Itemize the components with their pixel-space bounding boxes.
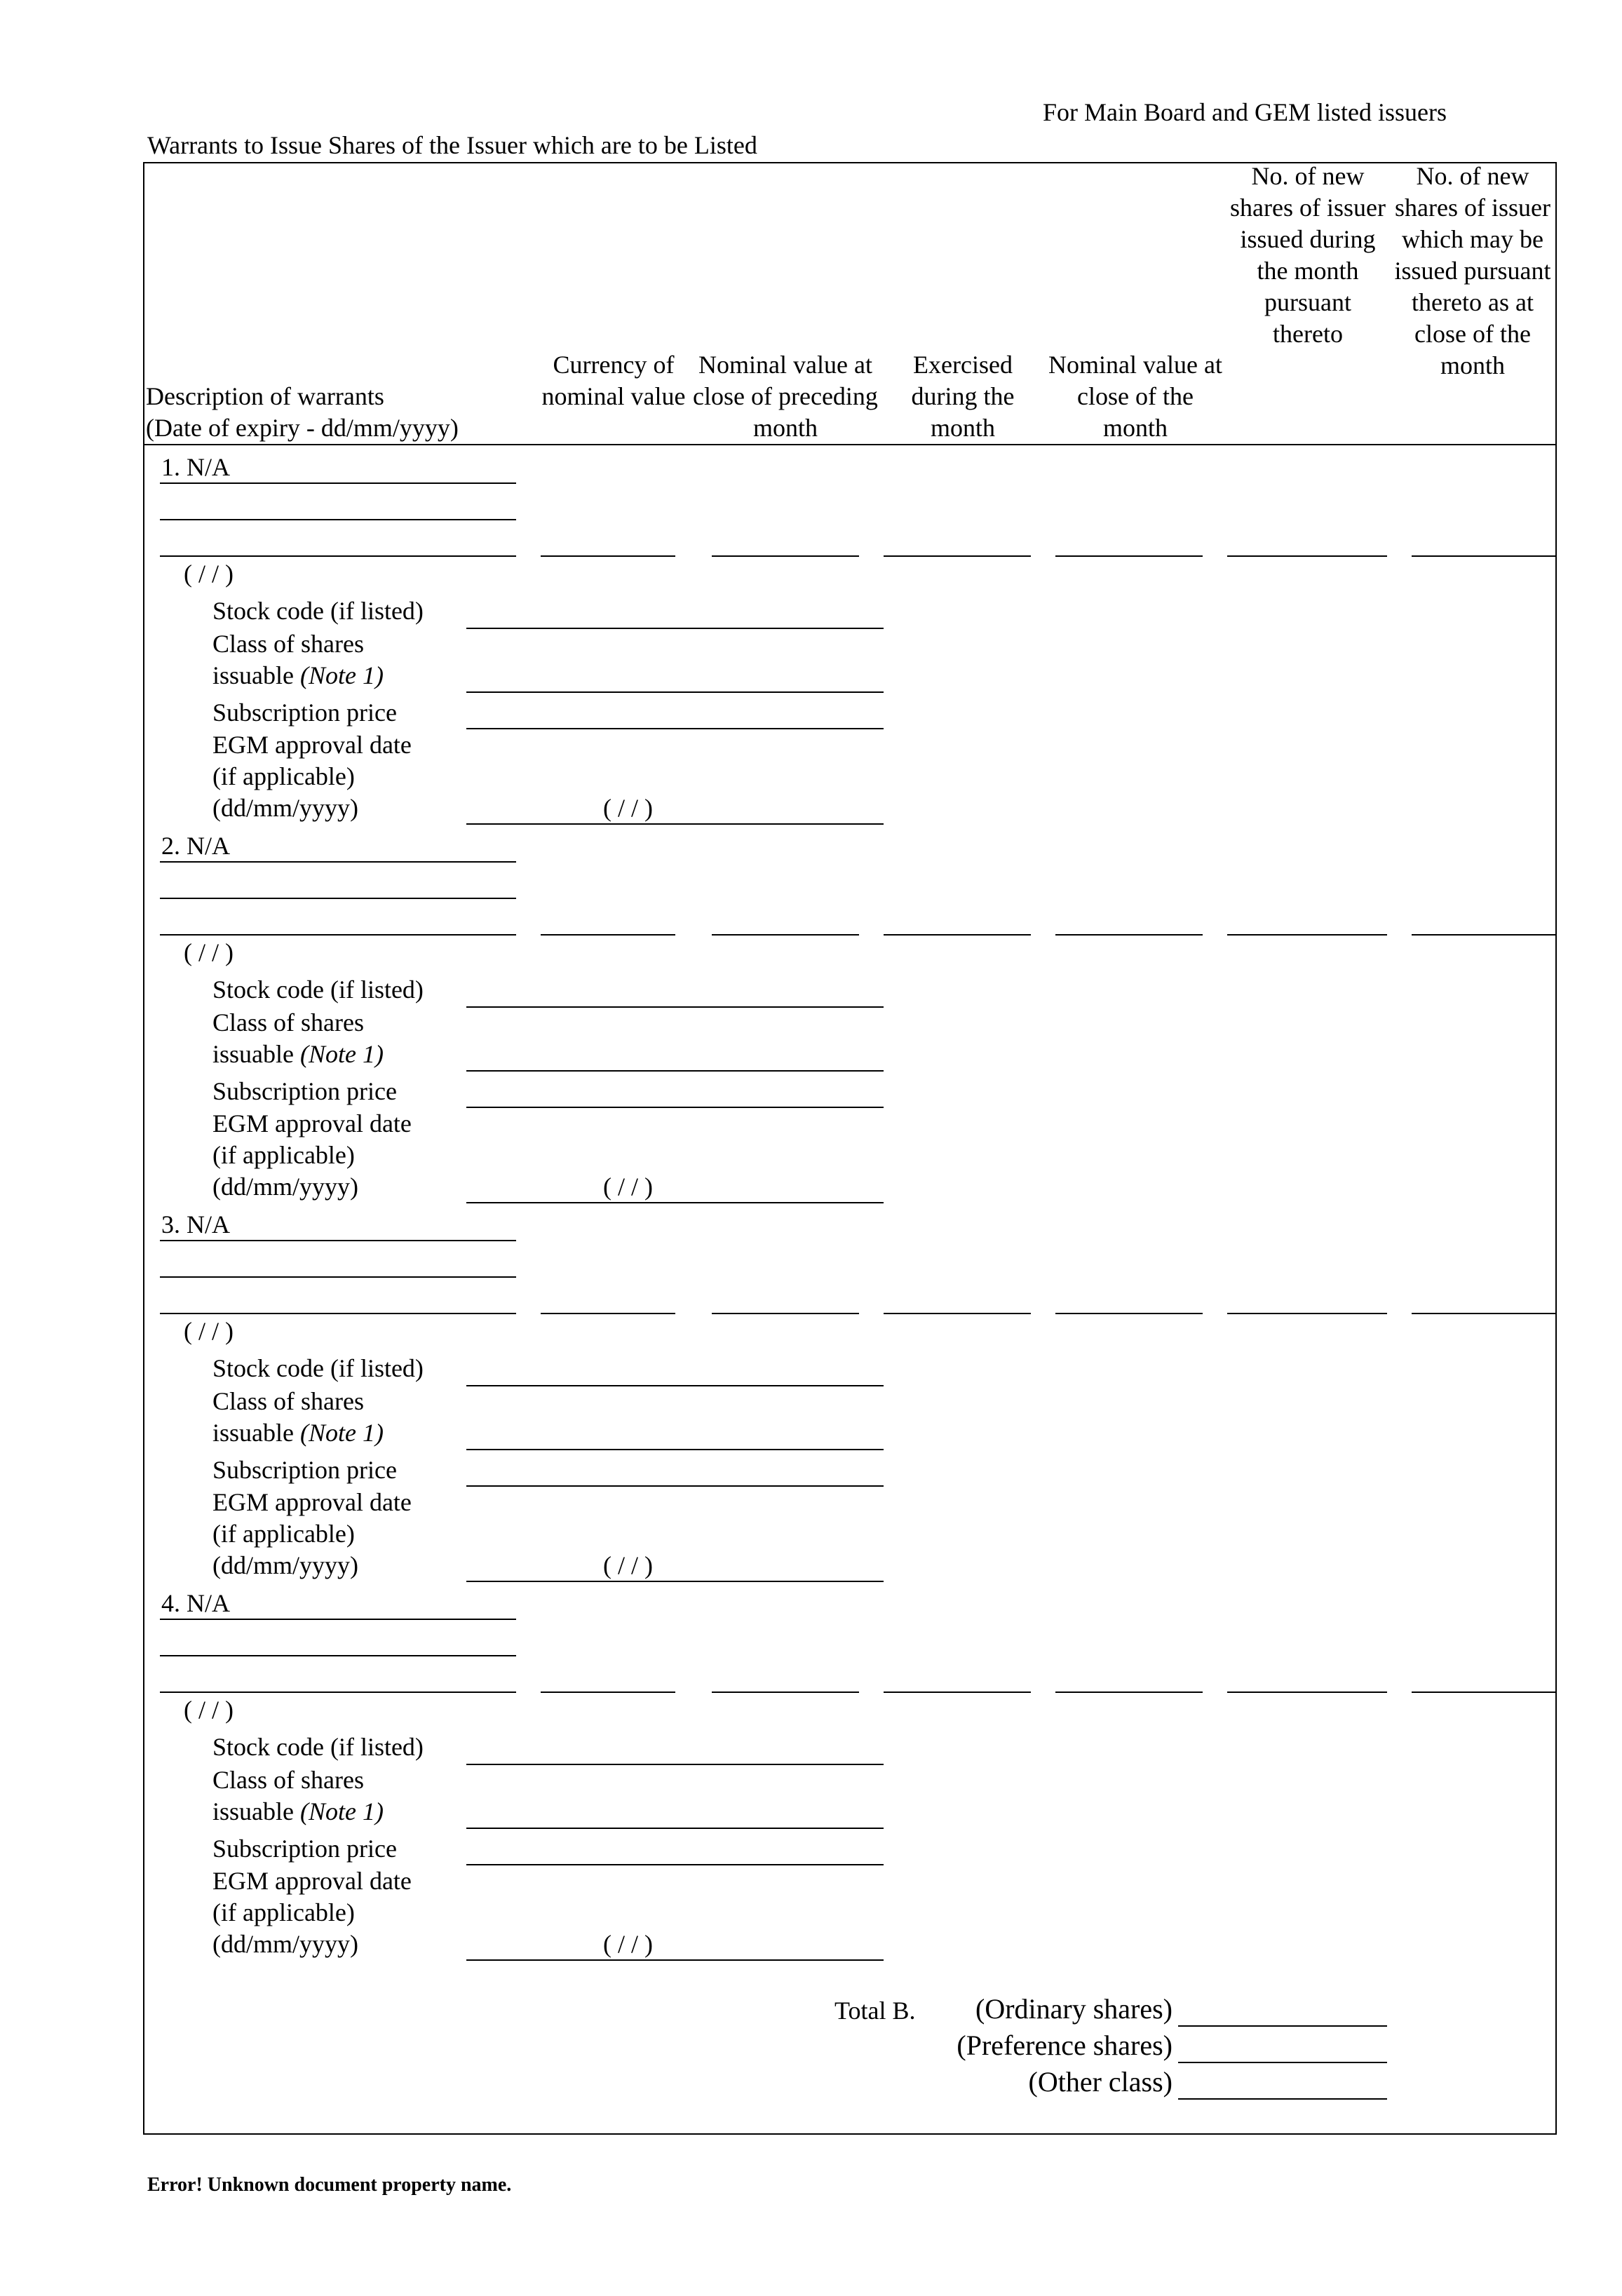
egm-date-blank: ( / / ) <box>603 1930 653 1958</box>
new-shares-issued-field[interactable] <box>1227 555 1387 557</box>
ordinary-shares-label: (Ordinary shares) <box>975 1993 1172 2025</box>
warrant-number: 2. N/A <box>161 832 230 860</box>
expiry-date-blank: ( / / ) <box>184 938 234 966</box>
exercised-field[interactable] <box>884 555 1031 557</box>
new-shares-issuable-field[interactable] <box>1412 555 1557 557</box>
class-of-shares-field[interactable] <box>466 1828 884 1829</box>
stock-code-label: Stock code (if listed) <box>212 1733 424 1761</box>
subscription-price-label: Subscription price <box>212 1835 397 1863</box>
egm-approval-label: EGM approval date <box>212 731 412 759</box>
egm-approval-field[interactable] <box>466 823 884 825</box>
exercised-field[interactable] <box>884 934 1031 936</box>
subscription-price-label: Subscription price <box>212 1456 397 1484</box>
egm-format-label: (dd/mm/yyyy) <box>212 794 358 822</box>
subscription-price-label: Subscription price <box>212 1077 397 1105</box>
col-header-nominal-close: Nominal value at close of the month <box>1048 351 1222 442</box>
description-line[interactable] <box>160 1655 516 1656</box>
other-class-label: (Other class) <box>1028 2066 1172 2098</box>
total-b-label: Total B. <box>834 1997 916 2025</box>
new-shares-issuable-field[interactable] <box>1412 934 1557 936</box>
col-header-exercised: Exercised during the month <box>911 351 1015 442</box>
note-1-reference: (Note 1) <box>299 1419 384 1447</box>
col-header-new-shares-issuable: No. of new shares of issuer which may be issued pursuant thereto as at close of the month <box>1394 162 1551 379</box>
egm-format-label: (dd/mm/yyyy) <box>212 1551 358 1579</box>
egm-date-blank: ( / / ) <box>603 1173 653 1201</box>
expiry-date-blank: ( / / ) <box>184 1317 234 1345</box>
subscription-price-field[interactable] <box>466 1107 884 1108</box>
egm-approval-field[interactable] <box>466 1959 884 1961</box>
nominal-preceding-field[interactable] <box>712 1313 859 1314</box>
stock-code-label: Stock code (if listed) <box>212 1354 424 1382</box>
stock-code-field[interactable] <box>466 628 884 629</box>
subscription-price-label: Subscription price <box>212 698 397 727</box>
stock-code-field[interactable] <box>466 1764 884 1765</box>
description-line[interactable] <box>160 1691 516 1693</box>
egm-approval-field[interactable] <box>466 1202 884 1203</box>
description-line[interactable] <box>160 482 516 484</box>
new-shares-issuable-field[interactable] <box>1412 1691 1557 1693</box>
exercised-field[interactable] <box>884 1691 1031 1693</box>
currency-field[interactable] <box>541 555 675 557</box>
class-issuable-label: issuable (Note 1) <box>212 1040 384 1068</box>
exercised-field[interactable] <box>884 1313 1031 1314</box>
new-shares-issuable-field[interactable] <box>1412 1313 1557 1314</box>
expiry-date-blank: ( / / ) <box>184 560 234 588</box>
warrant-number: 3. N/A <box>161 1210 230 1238</box>
currency-field[interactable] <box>541 1691 675 1693</box>
other-class-total-field[interactable] <box>1178 2098 1387 2100</box>
description-line[interactable] <box>160 861 516 863</box>
subscription-price-field[interactable] <box>466 1485 884 1487</box>
egm-applicable-label: (if applicable) <box>212 1520 355 1548</box>
nominal-close-field[interactable] <box>1055 555 1203 557</box>
description-line[interactable] <box>160 555 516 557</box>
col-header-new-shares-issued: No. of new shares of issuer issued during the month pursuant thereto <box>1230 162 1386 348</box>
description-line[interactable] <box>160 1313 516 1314</box>
class-of-shares-field[interactable] <box>466 1070 884 1072</box>
ordinary-shares-total-field[interactable] <box>1178 2025 1387 2027</box>
warrant-description: N/A <box>187 832 230 860</box>
class-issuable-label: issuable (Note 1) <box>212 661 384 689</box>
class-of-shares-field[interactable] <box>466 1449 884 1450</box>
class-issuable-label: issuable (Note 1) <box>212 1419 384 1447</box>
nominal-close-field[interactable] <box>1055 1313 1203 1314</box>
egm-approval-label: EGM approval date <box>212 1109 412 1137</box>
egm-approval-field[interactable] <box>466 1581 884 1582</box>
egm-format-label: (dd/mm/yyyy) <box>212 1173 358 1201</box>
nominal-close-field[interactable] <box>1055 934 1203 936</box>
expiry-date-blank: ( / / ) <box>184 1696 234 1724</box>
egm-approval-label: EGM approval date <box>212 1488 412 1516</box>
stock-code-field[interactable] <box>466 1006 884 1008</box>
class-of-shares-label: Class of shares <box>212 1387 364 1415</box>
new-shares-issued-field[interactable] <box>1227 1313 1387 1314</box>
egm-date-blank: ( / / ) <box>603 794 653 822</box>
col-header-nominal-preceding: Nominal value at close of preceding month <box>693 351 878 442</box>
nominal-preceding-field[interactable] <box>712 1691 859 1693</box>
note-1-reference: (Note 1) <box>299 661 384 689</box>
stock-code-label: Stock code (if listed) <box>212 597 424 625</box>
class-of-shares-label: Class of shares <box>212 630 364 658</box>
description-line[interactable] <box>160 519 516 520</box>
section-title: Warrants to Issue Shares of the Issuer which are to be Listed <box>147 131 757 159</box>
egm-approval-label: EGM approval date <box>212 1867 412 1895</box>
currency-field[interactable] <box>541 1313 675 1314</box>
nominal-preceding-field[interactable] <box>712 934 859 936</box>
col-header-expiry: (Date of expiry - dd/mm/yyyy) <box>146 414 459 442</box>
preference-shares-total-field[interactable] <box>1178 2062 1387 2063</box>
note-1-reference: (Note 1) <box>299 1797 384 1825</box>
description-line[interactable] <box>160 1276 516 1278</box>
egm-format-label: (dd/mm/yyyy) <box>212 1930 358 1958</box>
nominal-preceding-field[interactable] <box>712 555 859 557</box>
egm-applicable-label: (if applicable) <box>212 1898 355 1926</box>
egm-date-blank: ( / / ) <box>603 1551 653 1579</box>
stock-code-field[interactable] <box>466 1385 884 1386</box>
class-of-shares-label: Class of shares <box>212 1008 364 1036</box>
note-1-reference: (Note 1) <box>299 1040 384 1068</box>
description-line[interactable] <box>160 1619 516 1620</box>
description-line[interactable] <box>160 934 516 936</box>
footer-error-text: Error! Unknown document property name. <box>147 2174 512 2196</box>
issuer-type-label: For Main Board and GEM listed issuers <box>1043 98 1447 126</box>
egm-applicable-label: (if applicable) <box>212 1141 355 1169</box>
new-shares-issued-field[interactable] <box>1227 934 1387 936</box>
class-of-shares-label: Class of shares <box>212 1766 364 1794</box>
col-header-description: Description of warrants <box>146 382 384 410</box>
class-of-shares-field[interactable] <box>466 691 884 693</box>
description-line[interactable] <box>160 1240 516 1241</box>
subscription-price-field[interactable] <box>466 728 884 729</box>
description-line[interactable] <box>160 898 516 899</box>
warrant-description: N/A <box>187 1210 230 1238</box>
stock-code-label: Stock code (if listed) <box>212 975 424 1004</box>
warrant-number: 1. N/A <box>161 453 230 481</box>
warrant-description: N/A <box>187 1589 230 1617</box>
new-shares-issued-field[interactable] <box>1227 1691 1387 1693</box>
col-header-currency: Currency of nominal value <box>541 351 686 410</box>
subscription-price-field[interactable] <box>466 1864 884 1865</box>
nominal-close-field[interactable] <box>1055 1691 1203 1693</box>
class-issuable-label: issuable (Note 1) <box>212 1797 384 1825</box>
warrant-number: 4. N/A <box>161 1589 230 1617</box>
warrant-description: N/A <box>187 453 230 481</box>
currency-field[interactable] <box>541 934 675 936</box>
egm-applicable-label: (if applicable) <box>212 762 355 790</box>
preference-shares-label: (Preference shares) <box>957 2030 1172 2061</box>
header-divider <box>143 444 1557 445</box>
